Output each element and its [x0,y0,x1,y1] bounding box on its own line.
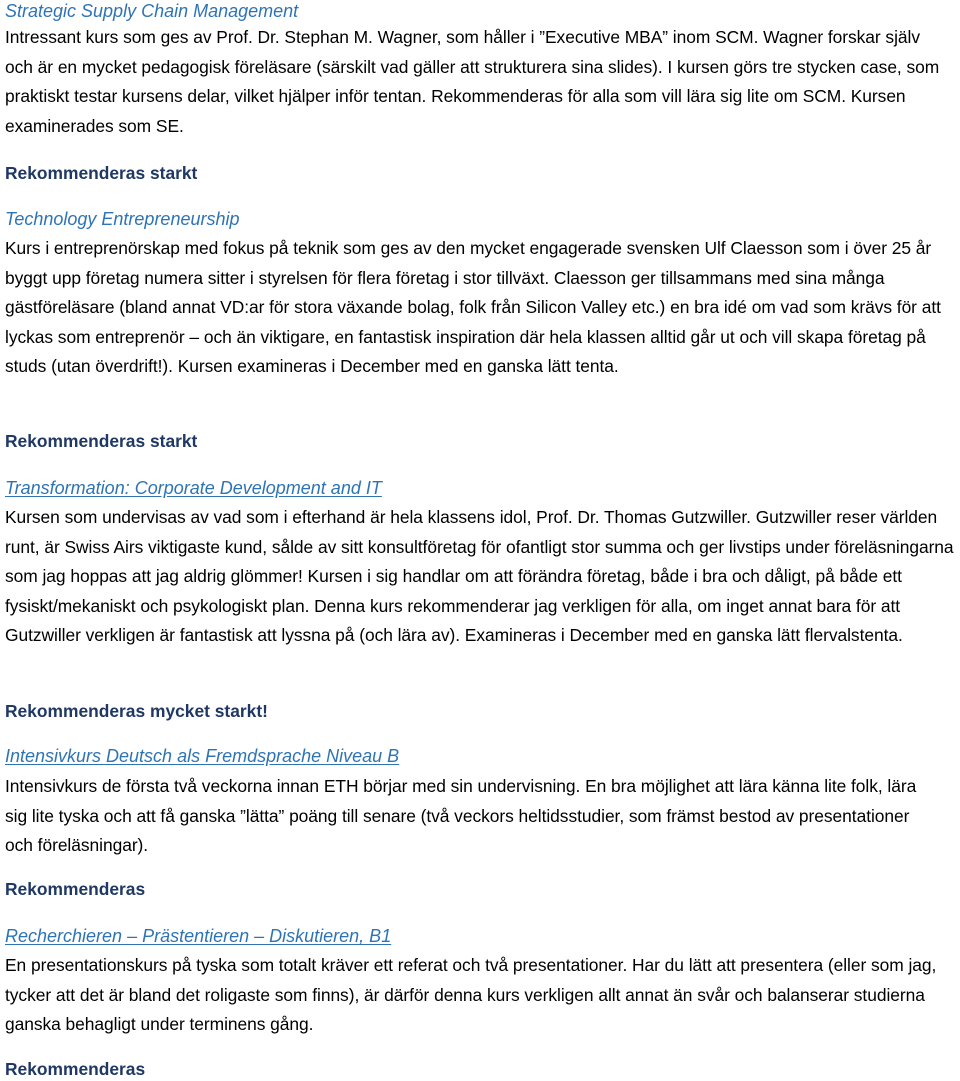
course-title: Technology Entrepreneurship [5,209,240,229]
recommendation-block [5,162,958,184]
recommendation-block [5,430,958,452]
course-title: Intensivkurs Deutsch als Fremdsprache Niveau B [5,746,400,766]
course-description-block [5,503,958,651]
course-description: Intensivkurs de första två veckorna innan ETH börjar med sin undervisning. En bra möjlighet att lära känna lite folk, lära sig lite tyska och att få ganska ”lätta” poäng till senare (två veckors heltidsstudier, som främst bestod av presentationer och föreläsningar). [5,776,917,855]
course-title: Transformation: Corporate Development and IT [5,478,382,498]
course-section [5,477,958,499]
recommendation-block [5,1058,958,1080]
recommendation-label: Rekommenderas [5,879,146,899]
course-description-block [5,23,958,141]
recommendation-block [5,878,958,900]
course-description-block [5,234,958,382]
course-section [5,925,958,947]
course-section [5,745,958,767]
course-title: Recherchieren – Prästentieren – Diskutieren, B1 [5,926,392,946]
course-title: Strategic Supply Chain Management [5,1,299,21]
course-description: Intressant kurs som ges av Prof. Dr. Stephan M. Wagner, som håller i ”Executive MBA” inom SCM. Wagner forskar själv och är en mycket pedagogisk föreläsare (särskilt vad gäller att strukturera sina slides). I kursen görs tre stycken case, som praktiskt testar kursens delar, vilket hjälper inför tentan. Rekommenderas för alla som vill lära sig lite om SCM. Kursen examinerades som SE. [5,27,940,136]
course-section [5,0,958,22]
course-section [5,208,958,230]
course-description-block [5,772,958,861]
course-description: Kurs i entreprenörskap med fokus på teknik som ges av den mycket engagerade svensken Ulf Claesson som i över 25 år byggt upp företag numera sitter i styrelsen för flera företag i stor tillväxt. Claesson ger tillsammans med sina många gästföreläsare (bland annat VD:ar för stora växande bolag, folk från Silicon Valley etc.) en bra idé om vad som krävs för att lyckas som entreprenör – och än viktigare, en fantastisk inspiration där hela klassen alltid går ut och vill skapa företag på studs (utan överdrift!). Kursen examineras i December med en ganska lätt tenta. [5,238,941,376]
course-description: En presentationskurs på tyska som totalt kräver ett referat och två presentationer. Har du lätt att presentera (eller som jag, tycker att det är bland det roligaste som finns), är därför denna kurs verkligen allt annat än svår och balanserar studierna ganska behagligt under terminens gång. [5,955,937,1034]
recommendation-block [5,700,958,722]
recommendation-label: Rekommenderas [5,1059,146,1079]
recommendation-label: Rekommenderas starkt [5,163,198,183]
course-description-block [5,951,958,1040]
course-description: Kursen som undervisas av vad som i efterhand är hela klassens idol, Prof. Dr. Thomas Gutzwiller. Gutzwiller reser världen runt, är Swiss Airs viktigaste kund, sålde av sitt konsultföretag för ofantligt stor summa och ger livstips under föreläsningarna som jag hoppas att jag aldrig glömmer! Kursen i sig handlar om att förändra företag, både i bra och dåligt, på både ett fysiskt/mekaniskt och psykologiskt plan. Denna kurs rekommenderar jag verkligen för alla, om inget annat bara för att Gutzwiller verkligen är fantastisk att lyssna på (och lära av). Examineras i December med en ganska lätt flervalstenta. [5,507,954,645]
recommendation-label: Rekommenderas starkt [5,431,198,451]
recommendation-label: Rekommenderas mycket starkt! [5,701,268,721]
